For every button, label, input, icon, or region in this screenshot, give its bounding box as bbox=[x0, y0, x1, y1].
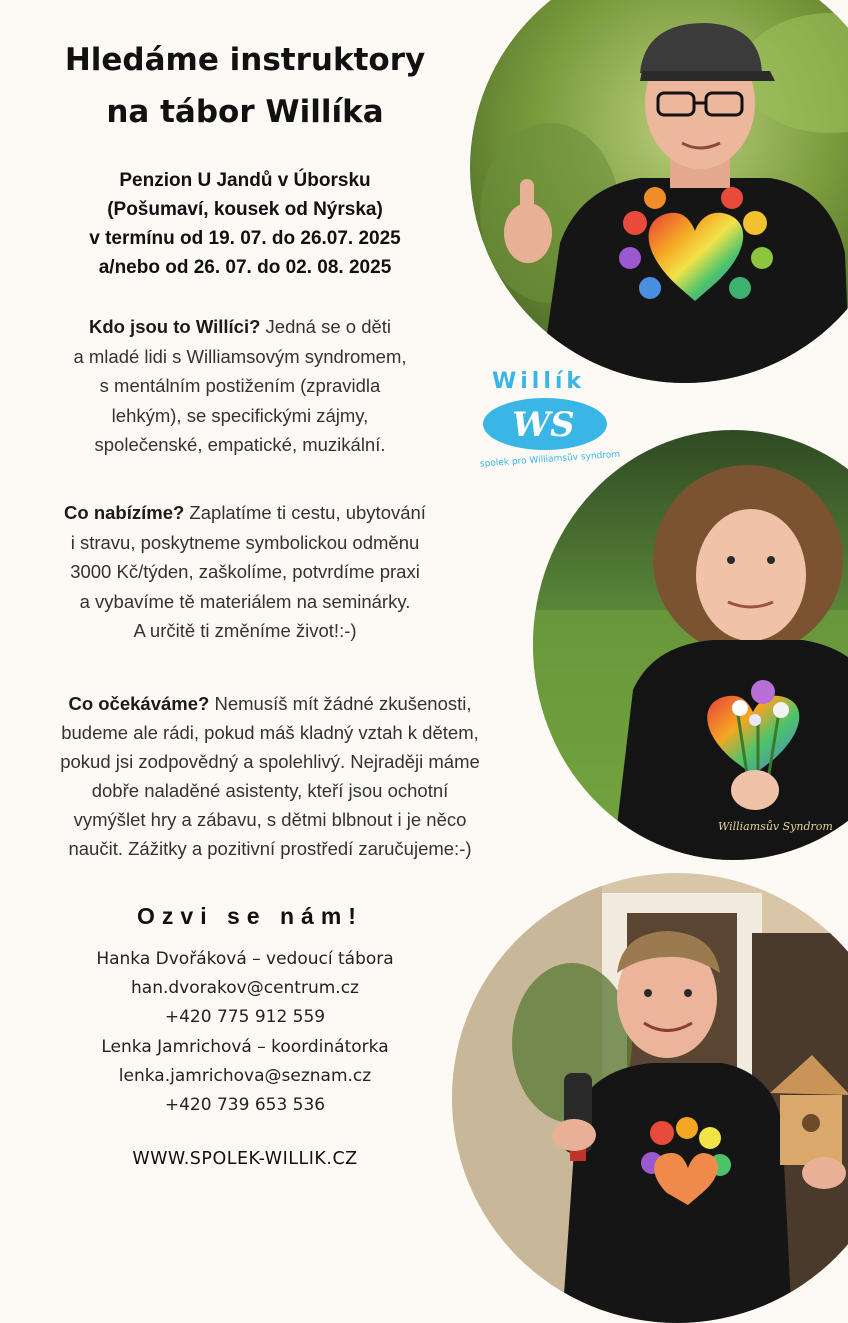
title-line-1: Hledáme instruktory bbox=[64, 42, 426, 78]
who-text-1: Jedná se o děti bbox=[260, 316, 392, 337]
offer-text-5: A určitě ti změníme život!:-) bbox=[133, 620, 357, 641]
who-text-5: společenské, empatické, muzikální. bbox=[94, 434, 386, 455]
who-text-4: lehkým), se specifickými zájmy, bbox=[111, 404, 369, 426]
expect-text-5: vymýšlet hry a zábavu, s dětmi blbnout i je něco bbox=[73, 809, 467, 830]
location-line-3: v termínu od 19. 07. do 26.07. 2025 bbox=[89, 228, 401, 249]
expect-text-3: pokud jsi zodpovědný a spolehlivý. Nejraději máme bbox=[60, 751, 480, 772]
expect-text-2: budeme ale rádi, pokud máš kladný vztah k dětem, bbox=[61, 722, 479, 743]
expect-text-4: dobře naladěné asistenty, kteří jsou ochotní bbox=[91, 780, 449, 801]
contact-phone-1[interactable]: +420 775 912 559 bbox=[164, 1007, 326, 1028]
contact-email-1[interactable]: han.dvorakov@centrum.cz bbox=[131, 978, 359, 999]
poster-title bbox=[40, 34, 450, 138]
logo-name: Willík bbox=[492, 369, 586, 394]
contact-email-2[interactable]: lenka.jamrichova@seznam.cz bbox=[118, 1065, 372, 1086]
photo-girl-with-flowers bbox=[533, 430, 848, 860]
offer-text-4: a vybavíme tě materiálem na seminárky. bbox=[79, 590, 411, 612]
who-section bbox=[30, 312, 450, 460]
camp-location-dates bbox=[30, 166, 460, 282]
contact-list bbox=[40, 945, 450, 1120]
offer-text-1: Zaplatíme ti cestu, ubytování bbox=[184, 502, 426, 523]
title-line-2: na tábor Willíka bbox=[106, 94, 384, 130]
who-text-3: s mentálním postižením (zpravidla bbox=[99, 375, 381, 396]
contact-phone-2[interactable]: +420 739 653 536 bbox=[164, 1095, 326, 1116]
contact-person-1: Hanka Dvořáková – vedoucí tábora bbox=[96, 949, 394, 969]
offer-heading: Co nabízíme? bbox=[64, 502, 185, 523]
who-text-2: a mladé lidi s Williamsovým syndromem, bbox=[73, 345, 407, 367]
expect-section bbox=[20, 689, 520, 863]
photo-boy-with-drill bbox=[452, 873, 848, 1323]
shirt-text: Williamsův Syndrom bbox=[718, 820, 833, 833]
location-line-1: Penzion U Jandů v Úborsku bbox=[119, 170, 371, 191]
logo-tagline: spolek pro Williamsův syndrom bbox=[479, 449, 621, 470]
location-line-2: (Pošumaví, kousek od Nýrska) bbox=[107, 199, 383, 220]
who-heading: Kdo jsou to Willíci? bbox=[88, 316, 261, 337]
expect-text-1: Nemusíš mít žádné zkušenosti, bbox=[209, 693, 472, 714]
contact-us-heading: Ozvi se nám! bbox=[137, 903, 363, 929]
logo-monogram: WS bbox=[512, 405, 575, 445]
photo-boy-with-cap bbox=[470, 0, 848, 383]
offer-text-2: i stravu, poskytneme symbolickou odměnu bbox=[70, 531, 420, 553]
willik-logo bbox=[470, 362, 625, 472]
website-link[interactable]: WWW.SPOLEK-WILLIK.CZ bbox=[132, 1149, 358, 1169]
contact-person-2: Lenka Jamrichová – koordinátorka bbox=[101, 1036, 389, 1057]
location-line-4: a/nebo od 26. 07. do 02. 08. 2025 bbox=[98, 257, 392, 278]
expect-text-6: naučit. Zážitky a pozitivní prostředí zaručujeme:-) bbox=[68, 838, 472, 859]
offer-section bbox=[30, 498, 460, 646]
expect-heading: Co očekáváme? bbox=[68, 693, 210, 714]
offer-text-3: 3000 Kč/týden, zaškolíme, potvrdíme praxi bbox=[70, 561, 420, 582]
